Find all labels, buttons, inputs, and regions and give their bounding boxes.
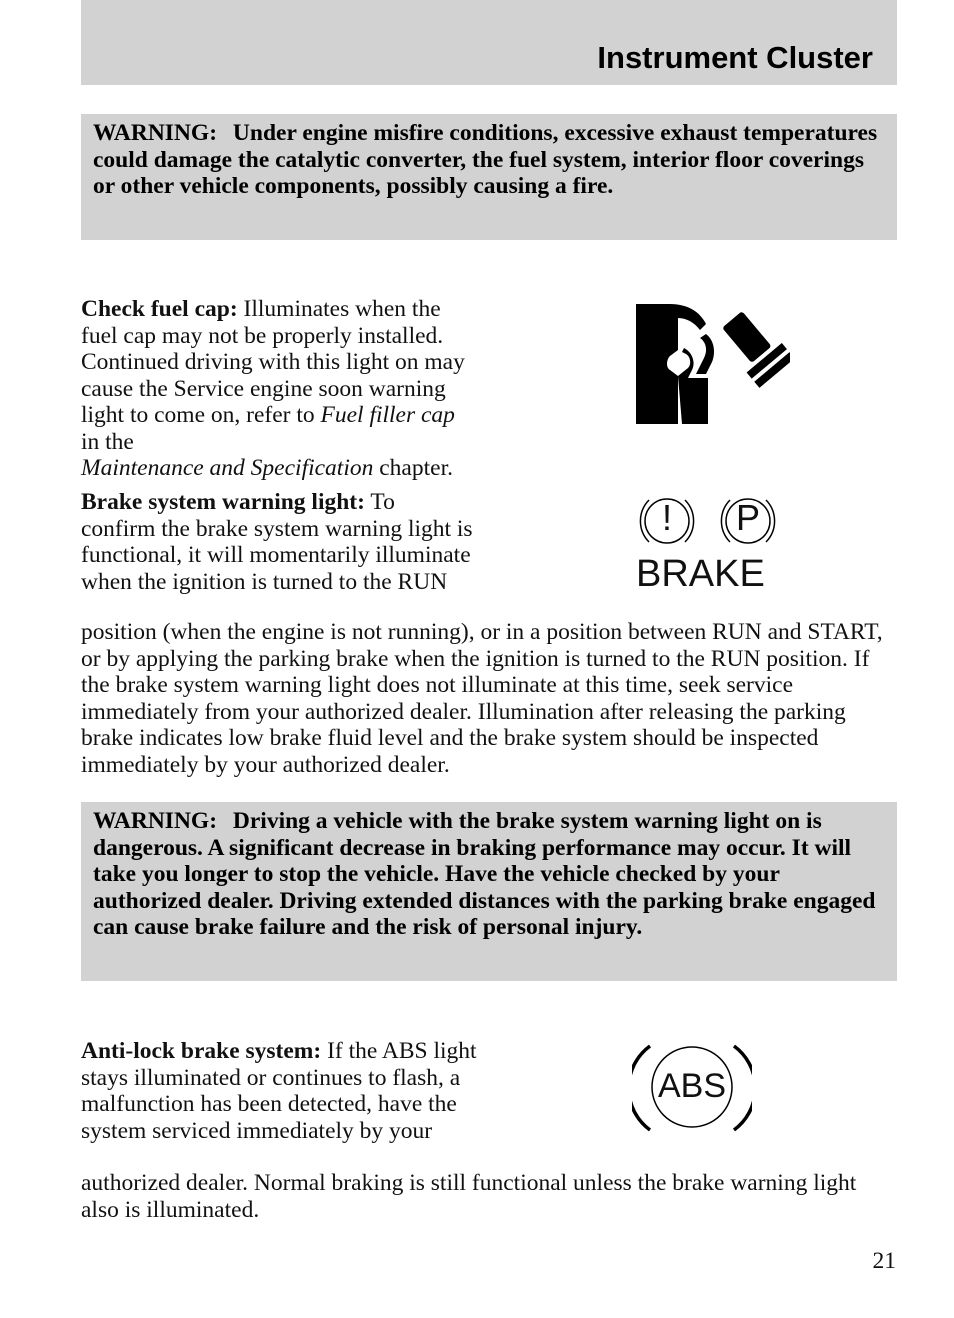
maintenance-chapter-reference: Maintenance and Specification <box>81 455 374 481</box>
fuel-cap-heading: Check fuel cap: <box>81 296 238 322</box>
brake-warning-icon <box>632 492 782 594</box>
fuel-cap-icon <box>630 298 790 432</box>
page-header <box>81 0 897 85</box>
page-number: 21 <box>872 1248 896 1274</box>
fuel-cap-text-1: Illuminates when the fuel cap may not be properly installed. Continued driving with this light on may cause the Service engine soon warning light to come on, refer to <box>81 296 465 428</box>
warning-label: WARNING: <box>93 120 218 146</box>
warning-box-brake <box>81 802 897 981</box>
brake-paragraph-bottom: position (when the engine is not running), or in a position between RUN and START, or by applying the parking brake when the ignition is turned to the RUN position. If the brake system warning light does not illuminate at this time, seek service immediately from your authorized dealer. Illumination after releasing the parking brake indicates low brake fluid level and the brake system should be inspected immediately by your authorized dealer. <box>81 619 883 778</box>
brake-heading: Brake system warning light: <box>81 489 365 515</box>
page-title: Instrument Cluster <box>597 40 873 75</box>
abs-paragraph-bottom: authorized dealer. Normal braking is still functional unless the brake warning light also is illuminated. <box>81 1170 857 1223</box>
parking-p-icon: P <box>735 497 760 538</box>
abs-icon-label: ABS <box>657 1067 727 1105</box>
warning-text: Driving a vehicle with the brake system warning light on is dangerous. A significant decrease in braking performance may occur. It will take you longer to stop the vehicle. Have the vehicle checked by your authorized dealer. Driving extended distances with the parking brake engaged can cause brake failure and the risk of personal injury. <box>93 808 876 940</box>
warning-label: WARNING: <box>93 808 218 834</box>
abs-heading: Anti-lock brake system: <box>81 1038 322 1064</box>
warning-text: Under engine misfire conditions, excessive exhaust temperatures could damage the catalytic converter, the fuel system, interior floor coverings or other vehicle components, possibly causing a fire. <box>93 120 878 199</box>
abs-warning-icon <box>632 1040 752 1138</box>
exclamation-icon: ! <box>661 497 672 538</box>
fuel-cap-text-3: chapter. <box>373 455 453 481</box>
abs-paragraph-top <box>81 1038 493 1144</box>
brake-paragraph-top <box>81 489 473 595</box>
brake-text-top: To confirm the brake system warning light is functional, it will momentarily illuminate when the ignition is turned to the RUN <box>81 489 473 595</box>
fuel-filler-cap-reference: Fuel filler cap <box>320 402 455 428</box>
warning-box-misfire <box>81 114 897 240</box>
abs-text-top: If the ABS light stays illuminated or continues to flash, a malfunction has been detected, have the system serviced immediately by your <box>81 1038 477 1144</box>
brake-icon-label: BRAKE <box>636 553 765 595</box>
fuel-cap-paragraph <box>81 296 473 482</box>
fuel-cap-text-2: in the <box>81 428 134 455</box>
